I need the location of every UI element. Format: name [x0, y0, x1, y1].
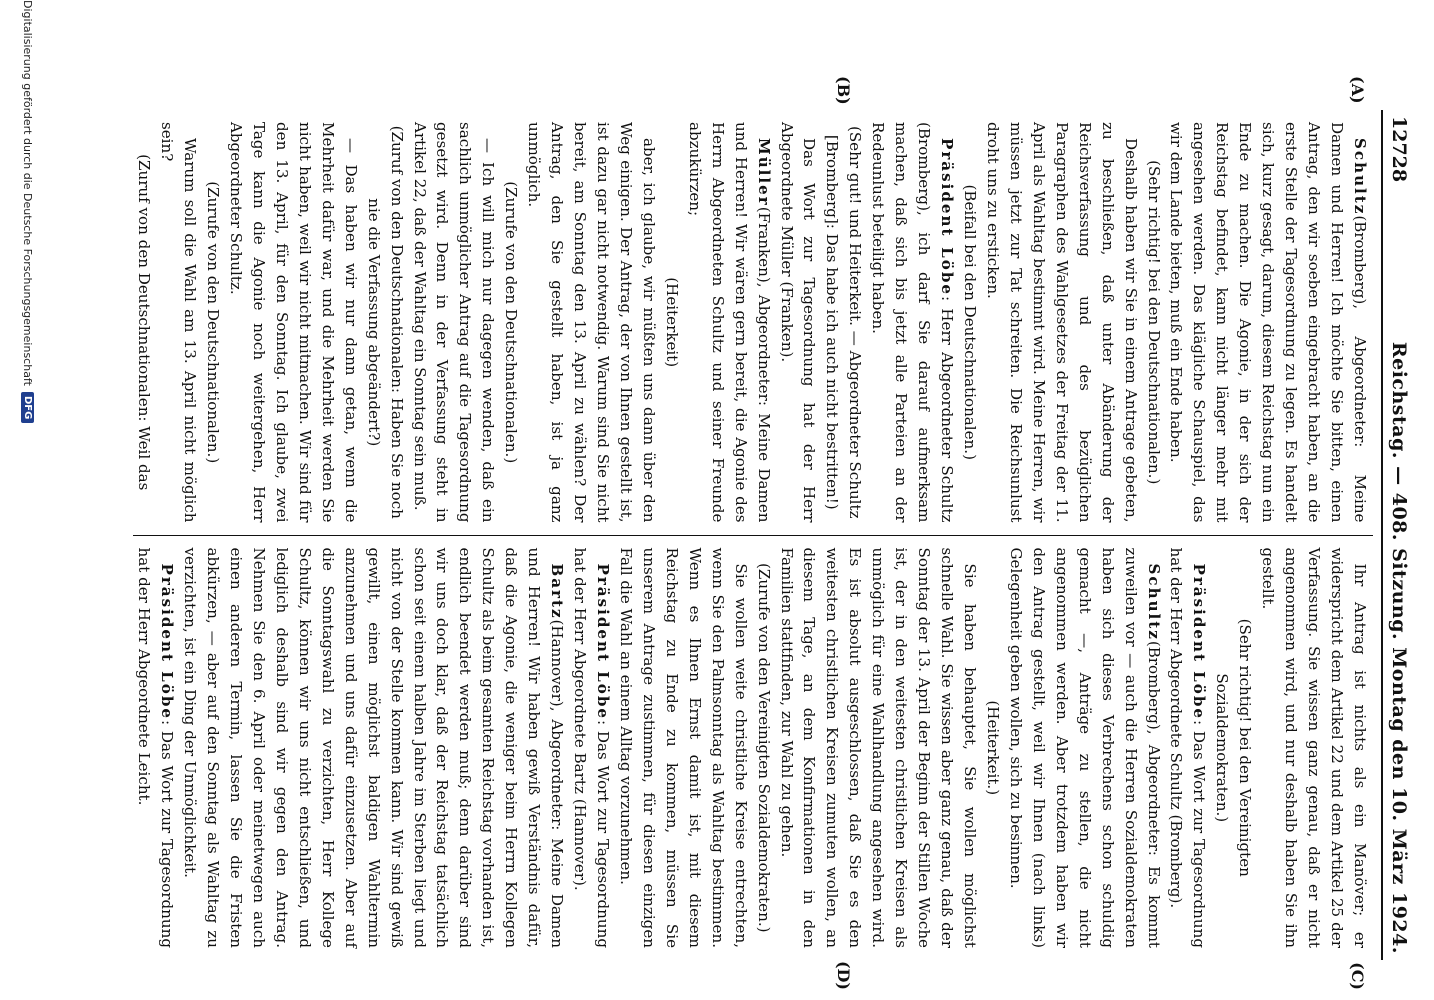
interjection: (Zuruf von den Deutschnationalen: Weil das	[135, 154, 154, 491]
speaker-name: Müller	[754, 138, 773, 207]
speech-text: : Das Wort zur Tagesordnung hat der Herr Abgeordnete Schultz (Bromberg).	[1167, 547, 1209, 948]
speech-text: : Das Wort zur Tagesordnung hat der Herr Abgeordnete Bartz (Hannover).	[571, 547, 613, 948]
dfg-logo: DFG	[21, 392, 34, 423]
speech-paragraph	[1004, 548, 1165, 949]
page-number: 12728	[1388, 116, 1410, 183]
margin-marker-c: (C)	[1348, 962, 1367, 990]
speaker-name: Präsident Löbe	[158, 563, 177, 721]
interjection: (Sehr richtig! bei den Deutschnationalen.)	[1144, 160, 1163, 485]
interjection: (Sehr gut! und Heiterkeit. — Abgeordneter Schultz [Bromberg]: Das habe ich auch nicht bestritten!)	[823, 125, 865, 519]
interjection: (Zuruf von den Deutschnationalen: Haben Sie noch nie die Verfassung abgeändert?)	[364, 125, 406, 519]
text-paragraph: Sie wollen weite christliche Kreise entrechten, wenn Sie den Palmsonntag als Wahltag bestimmen. Wenn es Ihnen Ernst damit ist, mit diesem Reichstag zu Ende zu kommen, müssen Sie unserem Antrage zustimmen, für diesen einzigen Fall die Wahl an einem Alltag vorzunehmen.	[617, 547, 750, 948]
text-paragraph: Ihr Antrag ist nichts als ein Manöver; er widerspricht dem Artikel 22 und dem Artikel 25 der Verfassung. Sie wissen ganz genau, daß er nicht angenommen wird, und nur deshalb haben Sie ihn gestellt.	[1259, 547, 1369, 948]
speech-text: : Das Wort zur Tagesordnung hat der Herr Abgeordnete Leicht.	[135, 547, 177, 948]
margin-marker-b: (B)	[834, 76, 853, 105]
margin-marker-a: (A)	[1348, 76, 1367, 104]
interjection: (Heiterkeit)	[662, 277, 681, 368]
page-header	[1381, 110, 1410, 960]
interjection: (Sehr richtig! bei den Vereinigten Sozialdemokraten.)	[1213, 618, 1255, 877]
digitization-credit	[21, 0, 34, 860]
speech-text: : Herr Abgeordneter Schultz (Bromberg), ich darf Sie darauf aufmerksam machen, daß sich bis jetzt alle Parteien an der Redeunlust beteiligt haben.	[869, 122, 957, 523]
text-paragraph: Warum soll die Wahl am 13. April nicht möglich sein?	[158, 122, 200, 523]
speech-paragraph	[866, 122, 958, 523]
speaker-name: Schultz	[1351, 138, 1369, 216]
speaker-name: Präsident Löbe	[594, 563, 613, 721]
interjection: (Beifall bei den Deutschnationalen.)	[961, 184, 980, 460]
speech-paragraph	[1165, 122, 1371, 523]
speaker-name: Schultz	[1144, 563, 1163, 641]
text-paragraph: — Das haben wir nur dann getan, wenn die Mehrheit dafür war, und die Mehrheit werden Sie nicht haben, weil wir nicht mitmachen. Wir sind für den 13. April, für den Sonntag. Ich glaube, zwei Tage kann die Agonie noch weitergehen, Herr Abgeordneter Schultz.	[227, 122, 360, 523]
speech-paragraph	[683, 122, 775, 523]
speech-paragraph	[133, 548, 178, 949]
right-column	[133, 536, 1373, 961]
speech-paragraph	[1165, 548, 1211, 949]
text-paragraph: aber, ich glaube, wir müßten uns dann über den Weg einigen. Der Antrag, der von Ihnen gestellt ist, ist dazu gar nicht notwendig. Warum sind Sie nicht bereit, am Sonntag den 13. April zu wählen? Der Antrag, den Sie gestellt haben, ist ja ganz unmöglich.	[525, 122, 658, 523]
interjection: (Zurufe von den Vereinigten Sozialdemokraten.)	[754, 562, 773, 933]
running-title: Reichstag. — 408. Sitzung. Montag den 10. März 1924.	[1388, 341, 1410, 954]
left-column	[133, 110, 1373, 536]
speech-text: (Franken), Abgeordneter: Meine Damen und Herren! Wir wären gern bereit, die Agonie des Herrn Abgeordneten Schultz und seiner Freunde abzukürzen;	[685, 122, 773, 523]
interjection: (Zurufe von den Deutschnationalen.)	[204, 181, 223, 464]
speaker-name: Bartz	[548, 563, 567, 620]
speaker-name: Präsident Löbe	[938, 138, 957, 296]
interjection: (Heiterkeit.)	[984, 700, 1002, 796]
speech-text: (Bromberg), Abgeordneter: Es kommt zuweilen vor — auch die Herren Sozialdemokraten haben sich dieses Verbrechens schon schuldig gemacht —, Anträge zu stellen, die nicht angenommen werden. Aber trotzdem haben wir den Antrag gestellt, weil wir Ihnen (nach links) Gelegenheit geben wollen, sich zu besinnen.	[1006, 547, 1163, 948]
speech-text: (Hannover), Abgeordneter: Meine Damen und Herren! Wir haben gewiß Verständnis dafür, daß die Agonie, die weniger beim Herrn Kollegen Schultz als beim gesamten Reichstag vorhanden ist, endlich beendet werden muß; denn darüber sind wir uns doch klar, daß der Reichstag tatsächlich schon seit einem halben Jahre im Sterben liegt und nicht von der Stelle kommen kann. Wir sind gewiß gewillt, einen möglichst baldigen Wahltermin anzunehmen und uns dafür einzusetzen. Aber auf die Sonntagswahl zu verzichten, Herr Kollege Schultz, können wir uns nicht entschließen, und lediglich deshalb sind wir gegen den Antrag. Nehmen Sie den 6. April oder meinetwegen auch einen anderen Termin, lassen Sie die Fristen abkürzen, — aber auf den Sonntag als Wahltag zu verzichten, ist ein Ding der Unmöglichkeit.	[181, 547, 567, 948]
credit-text: Digitalisierung gefördert durch die Deutsche Forschungsgemeinschaft	[21, 0, 34, 386]
speaker-name: Präsident Löbe	[1190, 563, 1209, 721]
speech-text: (Bromberg), Abgeordneter: Meine Damen und Herren! Ich möchte Sie bitten, einen Antrag, den wir soeben eingebracht haben, an die erste Stelle der Tagesordnung zu legen. Es handelt sich, kurz gesagt, darum, diesem Reichstag nun ein Ende zu machen. Die Agonie, in der sich der Reichstag befindet, kann nicht länger mehr mit angesehen werden. Das klägliche Schauspiel, das wir dem Lande bieten, muß ein Ende haben.	[1167, 122, 1369, 523]
text-paragraph: Deshalb haben wir Sie in einem Antrage gebeten, zu beschließen, daß unter Abänderung der Reichsverfassung und des bezüglichen Paragraphen des Wahlgesetzes der Freitag der 11. April als Wahltag bestimmt wird. Meine Herren, wir müssen jetzt zur Tat schreiten. Die Reichsunlust droht uns zu ersticken.	[984, 122, 1140, 523]
text-columns	[133, 76, 1373, 990]
speech-paragraph	[568, 548, 614, 949]
text-paragraph: Sie haben behauptet, Sie wollen möglichst schnelle Wahl. Sie wissen aber ganz genau, daß der Sonntag der 13. April der Beginn der Stillen Woche ist, der in den weitesten christlichen Kreisen als unmöglich für eine Wahlhandlung angesehen wird. Es ist absolut ausgeschlossen, daß Sie es den weitesten christlichen Kreisen zumuten wollen, an diesem Tage, an dem Konfirmationen in den Familien stattfinden, zur Wahl zu gehen.	[777, 547, 980, 948]
text-paragraph: — Ich will mich nur dagegen wenden, daß ein sachlich unmöglicher Antrag auf die Tagesordnung gesetzt wird. Denn in der Verfassung steht in Artikel 22, daß der Wahltag ein Sonntag sein muß.	[410, 122, 498, 523]
margin-marker-d: (D)	[834, 960, 853, 990]
speech-paragraph	[178, 548, 568, 949]
interjection: (Zurufe von den Deutschnationalen.)	[502, 181, 521, 464]
text-paragraph: Das Wort zur Tagesordnung hat der Herr Abgeordnete Müller (Franken).	[777, 122, 819, 523]
